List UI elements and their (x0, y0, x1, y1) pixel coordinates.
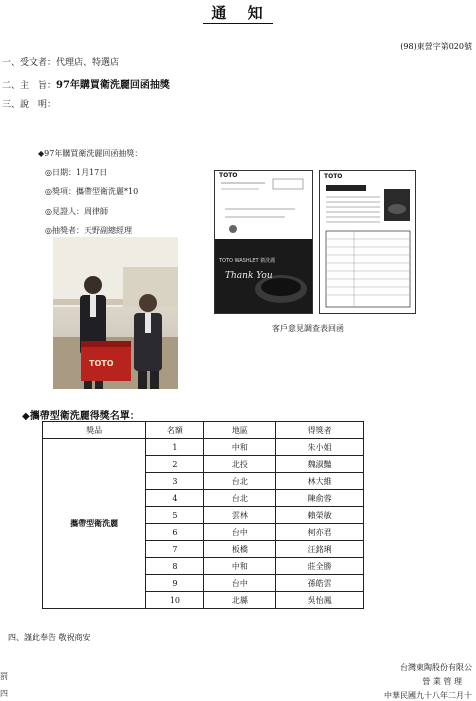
quota-cell: 2 (146, 456, 204, 473)
brand-logo-left: TOTO (219, 172, 238, 179)
header-quota: 名額 (146, 422, 204, 439)
recipient-line: 一、受文者：代理店、特選店 (2, 58, 120, 68)
draw-witness: ◎見證人：周律師 (45, 207, 108, 216)
explain-label: 三、說 明： (2, 100, 57, 110)
subject-line (2, 76, 170, 91)
winner-cell: 陳俞蓉 (276, 490, 364, 507)
survey-scan-front (214, 170, 313, 314)
lottery-photo (53, 237, 178, 389)
winners-title: ◆攜帶型衛洗麗得獎名單： (22, 411, 140, 422)
region-cell: 雲林 (204, 507, 276, 524)
brand-logo-right: TOTO (324, 173, 343, 180)
table-header-row (43, 422, 364, 439)
winners-table (42, 421, 364, 609)
department-name: 營 業 管 理 (422, 677, 462, 686)
document-number: (98)東營字第020號 (400, 42, 472, 51)
quota-cell: 8 (146, 558, 204, 575)
winner-cell: 孫皓雲 (276, 575, 364, 592)
region-cell: 台中 (204, 524, 276, 541)
draw-heading: ◆97年購買衛洗麗回函抽獎： (38, 149, 143, 158)
header-winner: 得獎者 (276, 422, 364, 439)
survey-scan-form (319, 170, 416, 314)
region-cell: 板橋 (204, 541, 276, 558)
winner-cell: 柯亦君 (276, 524, 364, 541)
winner-cell: 吳怡鳳 (276, 592, 364, 609)
region-cell: 台北 (204, 473, 276, 490)
company-name: 台灣東陶股份有限公 (400, 663, 472, 672)
margin-mark-2: 四 (0, 689, 8, 698)
scan-caption: 客戶意見調查表回函 (272, 324, 344, 333)
draw-date: ◎日期：1月17日 (45, 168, 108, 177)
region-cell: 中和 (204, 439, 276, 456)
region-cell: 北投 (204, 456, 276, 473)
winner-cell: 林大維 (276, 473, 364, 490)
header-prize: 獎品 (43, 422, 146, 439)
quota-cell: 5 (146, 507, 204, 524)
winner-cell: 朱小姐 (276, 439, 364, 456)
draw-prize: ◎獎項：攜帶型衛洗麗*10 (45, 187, 139, 196)
thank-you-text: Thank You (225, 271, 273, 281)
quota-cell: 10 (146, 592, 204, 609)
page-title: 通 知 (0, 2, 476, 23)
quota-cell: 4 (146, 490, 204, 507)
region-cell: 台中 (204, 575, 276, 592)
margin-mark-1: 罰 (0, 672, 8, 681)
quota-cell: 6 (146, 524, 204, 541)
winner-cell: 汪銘琍 (276, 541, 364, 558)
closing-line: 四、謹此奉告 敬祝商安 (8, 633, 91, 642)
date-line: 中華民國九十八年二月十 (384, 691, 472, 700)
subject-prefix: 二、主 旨： (2, 81, 57, 91)
quota-cell: 3 (146, 473, 204, 490)
prize-cell: 攜帶型衛洗麗 (43, 439, 146, 609)
box-label: TOTO (89, 359, 114, 368)
header-region: 地區 (204, 422, 276, 439)
quota-cell: 7 (146, 541, 204, 558)
quota-cell: 9 (146, 575, 204, 592)
region-cell: 中和 (204, 558, 276, 575)
subject-text: 97年購買衛洗麗回函抽獎 (56, 80, 170, 91)
table-row (43, 439, 364, 456)
quota-cell: 1 (146, 439, 204, 456)
winner-cell: 莊全勝 (276, 558, 364, 575)
washlet-text: TOTO WASHLET 衛洗麗 (219, 258, 276, 264)
winner-cell: 賴榮敏 (276, 507, 364, 524)
winner-cell: 魏淑豔 (276, 456, 364, 473)
region-cell: 北縣 (204, 592, 276, 609)
draw-drawer: ◎抽獎者：天野副總經理 (45, 226, 132, 235)
region-cell: 台北 (204, 490, 276, 507)
